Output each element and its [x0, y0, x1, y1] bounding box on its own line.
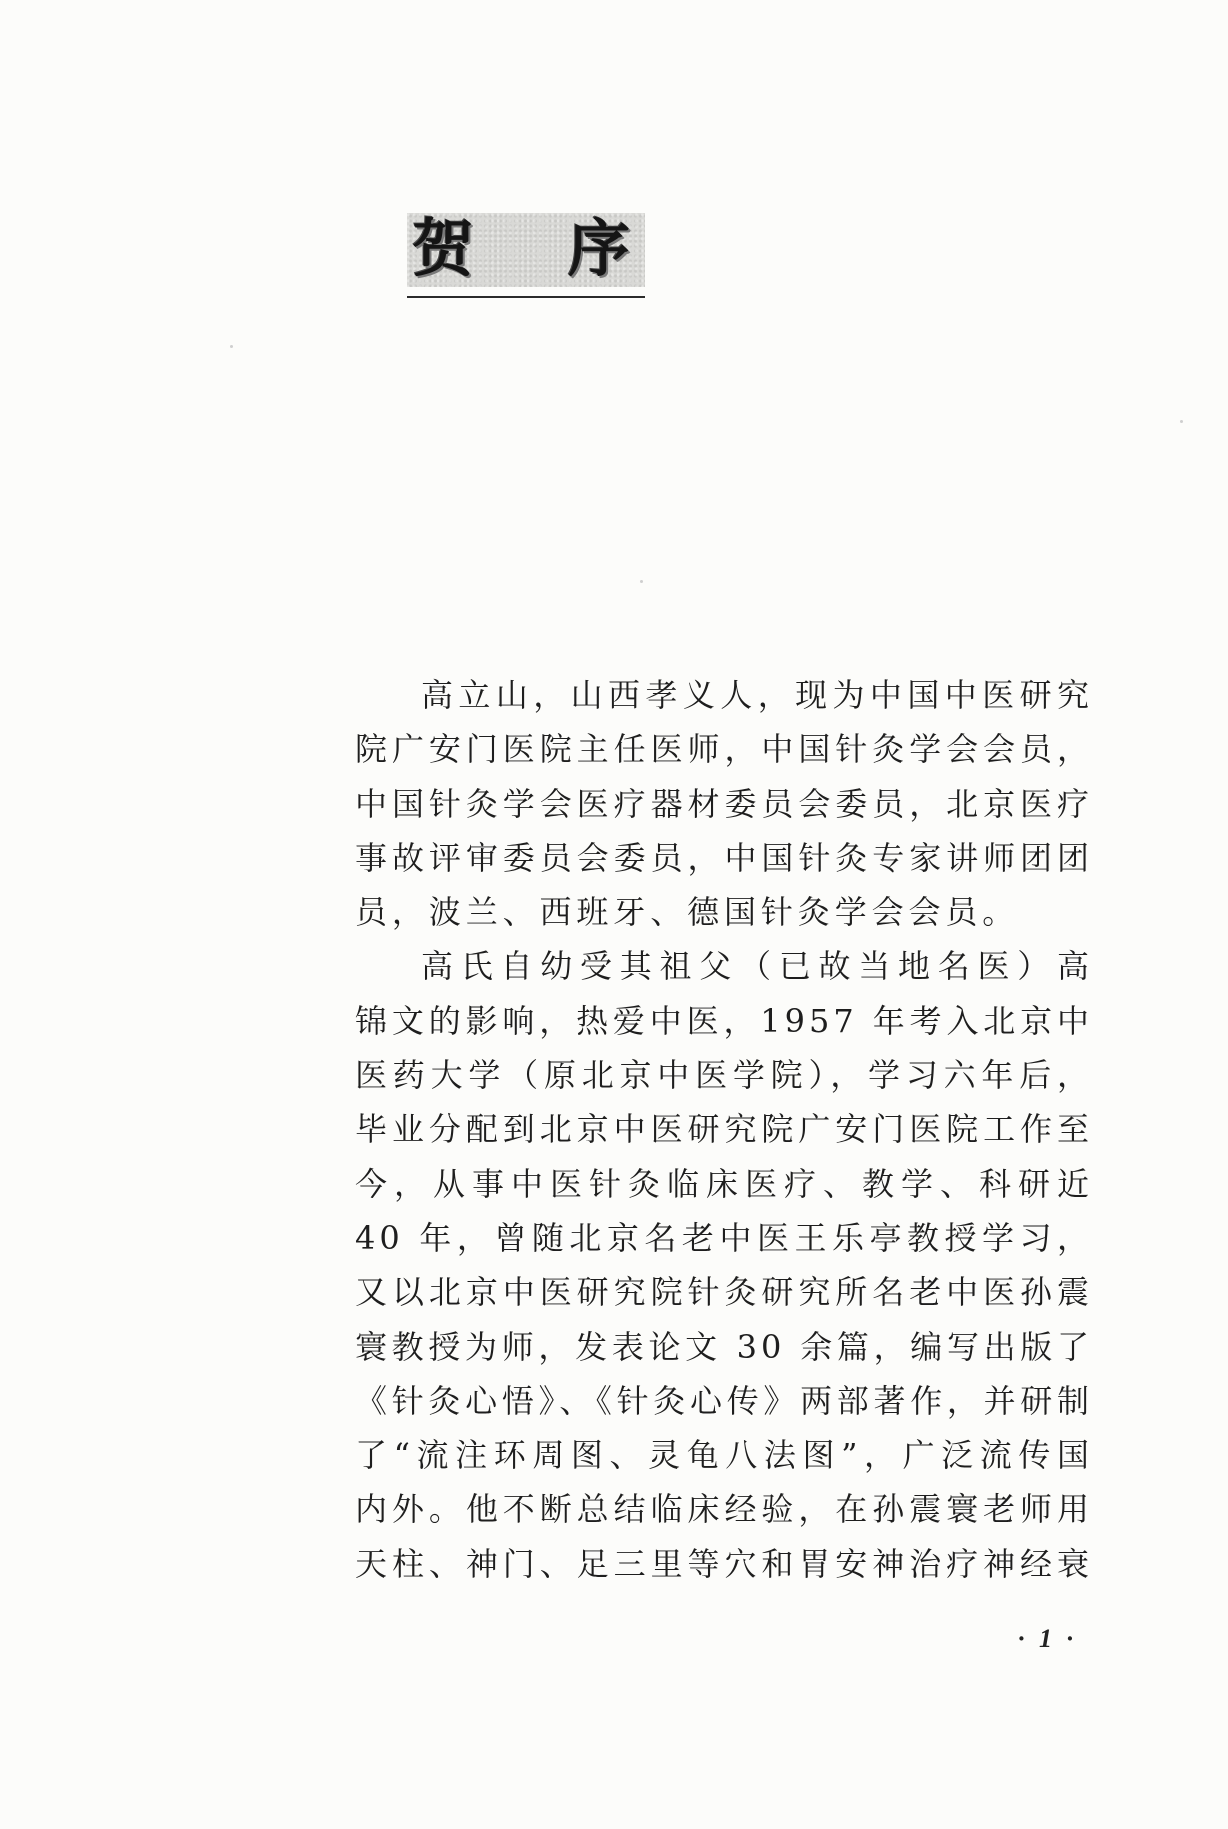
page-number: · 1 · [1018, 1624, 1077, 1653]
text-line: 了“流注环周图、灵龟八法图”，广泛流传国 [355, 1436, 1093, 1475]
text-line: 《针灸心悟》、《针灸心传》两部著作，并研制 [355, 1381, 1093, 1420]
text-line: 高氏自幼受其祖父（已故当地名医）高 [421, 947, 1093, 986]
text-line: 高立山，山西孝义人，现为中国中医研究 [421, 676, 1093, 714]
scan-speck [1180, 420, 1183, 423]
text-line: 寰教授为师，发表论文 30 余篇，编写出版了 [355, 1327, 1093, 1366]
text-line: 医药大学（原北京中医学院），学习六年后， [355, 1056, 1093, 1095]
text-line: 今，从事中医针灸临床医疗、教学、科研近 [355, 1164, 1093, 1203]
text-line: 天柱、神门、足三里等穴和胃安神治疗神经衰 [355, 1544, 1093, 1583]
text-line: 毕业分配到北京中医研究院广安门医院工作至 [355, 1110, 1093, 1149]
text-line: 中国针灸学会医疗器材委员会委员，北京医疗 [355, 784, 1093, 823]
body-text [355, 668, 1093, 1591]
paragraph [355, 668, 1093, 939]
text-line: 事故评审委员会委员，中国针灸专家讲师团团 [355, 838, 1093, 877]
text-line: 锦文的影响，热爱中医，1957 年考入北京中 [355, 1001, 1093, 1040]
page-title: 贺序 [412, 212, 725, 285]
scan-speck [640, 580, 643, 583]
text-line: 又以北京中医研究院针灸研究所名老中医孙震 [355, 1273, 1093, 1312]
text-line: 院广安门医院主任医师，中国针灸学会会员， [355, 730, 1093, 769]
paragraph [355, 939, 1093, 1591]
text-line: 内外。他不断总结临床经验，在孙震寰老师用 [355, 1490, 1093, 1529]
heading-underline [407, 296, 645, 298]
scan-speck [230, 345, 233, 348]
text-line: 40 年，曾随北京名老中医王乐亭教授学习， [355, 1218, 1093, 1257]
text-line: 员，波兰、西班牙、德国针灸学会会员。 [355, 893, 1020, 932]
